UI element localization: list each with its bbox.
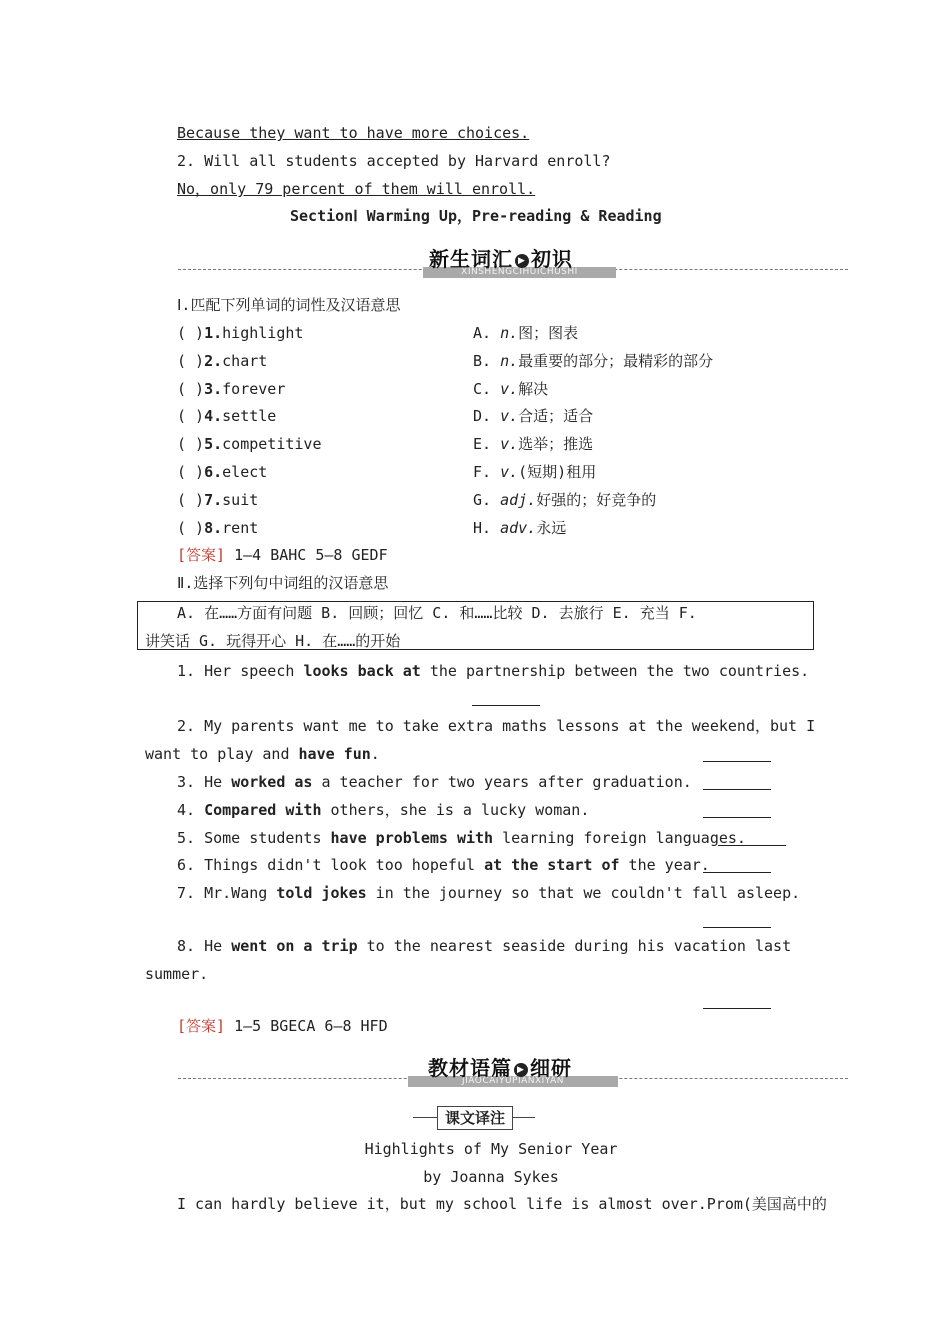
key-phrase: have fun <box>298 745 371 763</box>
vocab-word: competitive <box>222 435 322 454</box>
answer-blank[interactable] <box>472 704 540 706</box>
key-phrase: Compared with <box>204 801 322 819</box>
banner-subtitle: JIAOCAIYUPIANXIYAN <box>408 1076 618 1087</box>
part-of-speech: v. <box>500 407 519 426</box>
sentence-number: 5. <box>177 829 196 847</box>
sentence-text: others，she is a lucky woman. <box>321 801 590 819</box>
meaning-option <box>473 379 548 399</box>
sentence-text: He <box>204 937 232 955</box>
item-number: 6. <box>204 463 223 481</box>
sentence-1 <box>177 661 809 681</box>
part-of-speech: adj. <box>500 490 537 509</box>
phrase-options-line2: 讲笑话 G. 玩得开心 H. 在……的开始 <box>145 632 401 650</box>
banner-title-accent: 细研 <box>530 1056 572 1080</box>
part2-heading: Ⅱ.选择下列句中词组的汉语意思 <box>177 574 389 592</box>
item-number: 3. <box>204 379 223 398</box>
answer-blank[interactable] <box>703 926 771 928</box>
vocab-item <box>177 518 258 538</box>
answer-blank[interactable] <box>703 871 771 873</box>
sentence-5 <box>177 828 746 848</box>
vocab-item <box>177 406 276 426</box>
item-number: 7. <box>204 490 223 509</box>
arrow-icon: ▶ <box>515 254 529 268</box>
option-letter: G. <box>473 490 492 509</box>
sentence-2-line1: 2. My parents want me to take extra maths lessons at the weekend，but I <box>177 717 816 735</box>
part-of-speech: adv. <box>500 518 537 537</box>
key-phrase: have problems with <box>330 829 494 847</box>
vocab-item <box>177 351 267 371</box>
answer-1: Because they want to have more choices. <box>177 124 530 142</box>
option-letter: A. <box>473 324 492 342</box>
meaning: 图；图表 <box>518 324 579 342</box>
sentence-7 <box>177 883 800 903</box>
meaning-option <box>473 351 713 371</box>
vocab-word: rent <box>222 518 259 537</box>
banner-title-accent: 初识 <box>531 247 573 271</box>
sentence-number: 3. <box>177 773 196 791</box>
sentence-number: 6. <box>177 856 196 874</box>
sentence-text: . <box>370 745 380 763</box>
option-letter: D. <box>473 407 492 426</box>
answer-text: 1—4 BAHC 5—8 GEDF <box>234 546 388 564</box>
meaning: 选举；推选 <box>518 435 594 454</box>
sentence-number: 1. <box>177 662 196 680</box>
key-phrase: went on a trip <box>231 937 358 955</box>
option-letter: H. <box>473 518 492 537</box>
answer-blank[interactable] <box>703 1007 771 1009</box>
part-of-speech: v. <box>500 463 519 481</box>
vocab-word: elect <box>222 463 268 481</box>
meaning: 解决 <box>518 379 549 398</box>
sentence-text: Things didn't look too hopeful <box>204 856 485 874</box>
option-letter: C. <box>473 379 492 398</box>
sentence-2-line2 <box>145 744 380 764</box>
option-letter: F. <box>473 463 492 481</box>
meaning-option <box>473 518 566 538</box>
meaning: 永远 <box>536 518 567 537</box>
section-tag <box>413 1106 535 1130</box>
section-banner-vocab <box>178 243 848 283</box>
vocab-word: forever <box>222 379 286 398</box>
meaning-option <box>473 462 596 482</box>
banner-title-main: 教材语篇 <box>428 1056 512 1080</box>
answer-blank[interactable] <box>718 844 786 846</box>
meaning: 合适；适合 <box>518 407 594 426</box>
meaning: (短期)租用 <box>518 463 597 481</box>
option-letter: E. <box>473 435 492 454</box>
answer-paren[interactable]: ( ) <box>177 324 205 342</box>
key-phrase: looks back at <box>303 662 421 680</box>
item-number: 5. <box>204 435 223 454</box>
part-of-speech: v. <box>500 379 519 398</box>
meaning-option <box>473 434 593 454</box>
answer-paren[interactable]: ( ) <box>177 463 205 481</box>
sentence-text: a teacher for two years after graduation. <box>312 773 692 791</box>
section-banner-text-study <box>178 1052 848 1092</box>
meaning: 好强的；好竞争的 <box>536 490 657 509</box>
sentence-text: Some students <box>204 829 331 847</box>
meaning-option <box>473 323 578 343</box>
option-letter: B. <box>473 351 492 370</box>
question-2: 2. Will all students accepted by Harvard enroll? <box>177 152 611 170</box>
sentence-text: Mr.Wang <box>204 884 277 902</box>
vocab-item <box>177 434 322 454</box>
answer-2: No，only 79 percent of them will enroll. <box>177 180 536 198</box>
sentence-text: He <box>204 773 232 791</box>
vocab-item <box>177 379 285 399</box>
answer-paren[interactable]: ( ) <box>177 351 205 370</box>
arrow-icon: ▶ <box>514 1063 528 1077</box>
sentence-8-line1 <box>177 936 791 956</box>
key-phrase: at the start of <box>484 856 620 874</box>
article-first-line: I can hardly believe it，but my school life is almost over.Prom(美国高中的 <box>177 1195 827 1213</box>
sentence-number: 4. <box>177 801 196 819</box>
sentence-text: Her speech <box>204 662 304 680</box>
item-number: 1. <box>204 324 223 342</box>
sentence-text: to the nearest seaside during his vacation last <box>357 937 792 955</box>
meaning: 最重要的部分；最精彩的部分 <box>518 351 714 370</box>
part1-answer <box>177 545 388 565</box>
vocab-item <box>177 462 267 482</box>
sentence-3 <box>177 772 692 792</box>
sentence-number: 7. <box>177 884 196 902</box>
sentence-6 <box>177 855 710 875</box>
answer-blank[interactable] <box>703 816 771 818</box>
answer-paren[interactable]: ( ) <box>177 518 205 537</box>
key-phrase: told jokes <box>276 884 367 902</box>
answer-paren[interactable]: ( ) <box>177 379 205 398</box>
sentence-number: 8. <box>177 937 196 955</box>
item-number: 8. <box>204 518 223 537</box>
part-of-speech: v. <box>500 435 519 454</box>
phrase-options-line1: A. 在……方面有问题 B. 回顾；回忆 C. 和……比较 D. 去旅行 E. 充当 F. <box>177 604 697 622</box>
section-title: SectionⅠ Warming Up，Pre-reading & Reading <box>290 207 662 225</box>
banner-subtitle: XINSHENGCIHUICHUSHI <box>423 267 616 278</box>
meaning-option <box>473 490 656 510</box>
sentence-8-line2: summer. <box>145 965 209 983</box>
answer-label: [答案] <box>177 1017 226 1035</box>
answer-blank[interactable] <box>703 760 771 762</box>
vocab-word: highlight <box>222 324 304 342</box>
vocab-word: chart <box>222 351 268 370</box>
meaning-option <box>473 406 593 426</box>
sentence-text: learning foreign languages. <box>493 829 746 847</box>
sentence-4 <box>177 800 589 820</box>
banner-title-main: 新生词汇 <box>429 247 513 271</box>
vocab-word: suit <box>222 490 259 509</box>
part-of-speech: n. <box>500 324 519 342</box>
answer-blank[interactable] <box>703 788 771 790</box>
banner-title <box>428 1052 572 1081</box>
answer-text: 1—5 BGECA 6—8 HFD <box>234 1017 388 1035</box>
sentence-text: in the journey so that we couldn't fall asleep. <box>366 884 801 902</box>
part-of-speech: n. <box>500 351 519 370</box>
vocab-word: settle <box>222 407 277 426</box>
vocab-item <box>177 490 258 510</box>
vocab-item <box>177 323 303 343</box>
sentence-text: the year. <box>619 856 710 874</box>
article-byline: by Joanna Sykes <box>423 1168 559 1186</box>
answer-paren[interactable]: ( ) <box>177 490 205 509</box>
tag-label: 课文译注 <box>437 1106 513 1130</box>
part2-answer <box>177 1016 388 1036</box>
part1-heading: Ⅰ.匹配下列单词的词性及汉语意思 <box>177 296 401 314</box>
article-title: Highlights of My Senior Year <box>364 1140 618 1158</box>
key-phrase: worked as <box>231 773 313 791</box>
sentence-text: the partnership between the two countries. <box>420 662 810 680</box>
item-number: 4. <box>204 407 223 426</box>
answer-label: [答案] <box>177 546 226 564</box>
answer-paren[interactable]: ( ) <box>177 407 205 426</box>
sentence-text: want to play and <box>145 745 299 763</box>
banner-title <box>429 243 573 272</box>
answer-paren[interactable]: ( ) <box>177 435 205 454</box>
item-number: 2. <box>204 351 223 370</box>
